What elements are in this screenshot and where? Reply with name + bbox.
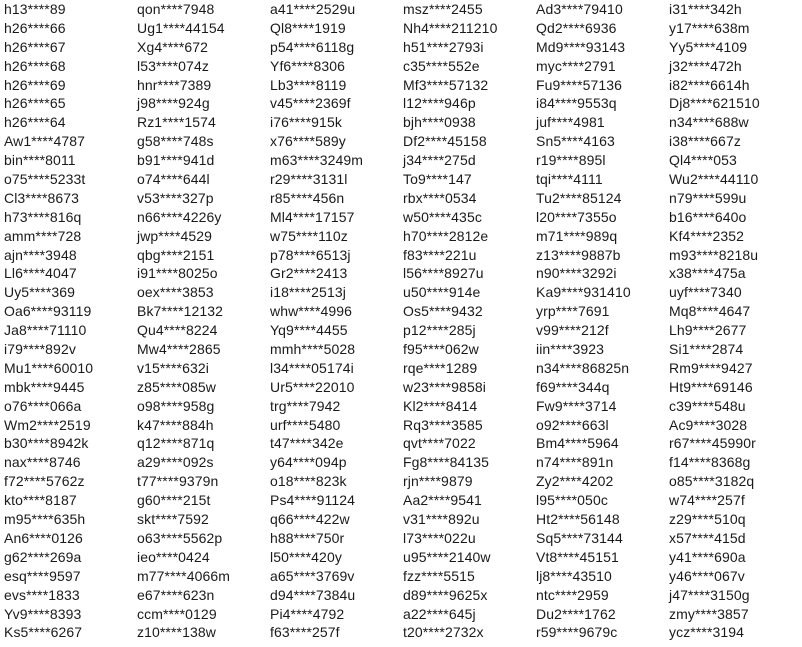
masked-id-entry: ajn****3948 [4,246,77,263]
masked-id-entry: w50****435c [403,208,482,225]
masked-id-entry: t47****342e [270,435,344,452]
masked-id-entry: w23****9858i [403,378,486,395]
masked-id-entry: Gr2****2413 [270,265,348,282]
masked-id-entry: e67****623n [137,586,215,603]
masked-id-entry: d89****9625x [403,586,488,603]
masked-id-entry: o98****958g [137,397,215,414]
masked-id-entry: h26****66 [4,19,66,36]
masked-id-entry: n34****86825n [536,359,630,376]
masked-id-entry: Sn5****4163 [536,133,615,150]
masked-id-entry: Sq5****73144 [536,529,623,546]
masked-id-entry: b91****941d [137,152,215,169]
masked-id-entry: esq****9597 [4,567,81,584]
masked-id-entry: i18****2513j [270,284,346,301]
masked-id-entry: h26****67 [4,38,66,55]
masked-id-entry: Mf3****57132 [403,76,489,93]
masked-id-entry: Si1****2874 [669,341,744,358]
masked-id-entry: Ur5****22010 [270,378,355,395]
masked-id-entry: Lh9****2677 [669,322,747,339]
masked-id-entry: u95****2140w [403,548,491,565]
masked-id-entry: v31****892u [403,511,480,528]
masked-id-entry: l56****8927u [403,265,484,282]
masked-id-entry: v45****2369f [270,95,351,112]
masked-id-entry: i31****342h [669,1,742,17]
masked-id-entry: t77****9379n [137,473,219,490]
masked-id-entry: p12****285j [403,322,476,339]
masked-id-entry: Df2****45158 [403,133,487,150]
masked-id-entry: h26****64 [4,114,66,131]
masked-id-entry: yrp****7691 [536,303,610,320]
masked-id-entry: Lb3****8119 [270,76,347,93]
masked-id-entry: Mu1****60010 [4,359,94,376]
masked-id-entry: g60****215t [137,492,211,509]
masked-id-entry: qon****7948 [137,1,215,17]
masked-id-entry: Ad3****79410 [536,1,623,17]
id-column [4,0,93,642]
masked-id-entry: o92****663l [536,416,609,433]
masked-id-entry: Fg8****84135 [403,454,490,471]
masked-id-entry: Ac9****3028 [669,416,748,433]
masked-id-entry: rqe****1289 [403,359,478,376]
masked-id-entry: z85****085w [137,378,216,395]
masked-id-entry: Du2****1762 [536,605,616,622]
masked-id-entry: x76****589y [270,133,346,150]
masked-id-entry: m95****635h [4,511,86,528]
masked-id-entry: Qu4****8224 [137,322,218,339]
masked-id-entry: w75****110z [270,227,348,244]
masked-id-entry: i82****6614h [669,76,750,93]
masked-id-entry: g62****269a [4,548,82,565]
masked-id-entry: a22****645j [403,605,476,622]
masked-id-entry: h26****69 [4,76,66,93]
masked-id-entry: c35****552e [403,57,480,74]
masked-id-entry: h88****750r [270,529,345,546]
masked-id-entry: Fu9****57136 [536,76,623,93]
masked-id-entry: myc****2791 [536,57,616,74]
masked-id-entry: Ll6****4047 [4,265,77,282]
masked-id-entry: Aa2****9541 [403,492,482,509]
masked-id-entry: l34****05174i [270,359,354,376]
masked-id-entry: amm****728 [4,227,82,244]
masked-id-entry: Dj8****621510 [669,95,760,112]
masked-id-entry: An6****0126 [4,529,83,546]
masked-id-entry: h26****68 [4,57,66,74]
masked-id-entry: Qd2****6936 [536,19,617,36]
masked-id-entry: oex****3853 [137,284,214,301]
masked-id-entry: n90****3292i [536,265,617,282]
masked-id-entry: kto****8187 [4,492,77,509]
masked-id-entry: r59****9679c [536,624,618,641]
masked-id-entry: j34****275d [403,152,476,169]
masked-id-entry: h13****89 [4,1,66,17]
masked-id-entry: m63****3249m [270,152,364,169]
masked-id-entry: Tu2****85124 [536,189,622,206]
masked-id-entry: l50****420y [270,548,342,565]
masked-id-entry: y17****638m [669,19,750,36]
masked-id-entry: f63****257f [270,624,340,641]
masked-id-entry: Cl3****8673 [4,189,80,206]
masked-id-entry: a41****2529u [270,1,356,17]
masked-id-entry: Zy2****4202 [536,473,614,490]
masked-id-entry: hnr****7389 [137,76,212,93]
masked-id-entry: ntc****2959 [536,586,609,603]
masked-id-entry: Ql4****053 [669,152,737,169]
masked-id-entry: m77****4066m [137,567,231,584]
masked-id-entry: b16****640o [669,208,747,225]
masked-id-entry: v99****212f [536,322,609,339]
id-column [137,0,230,642]
masked-id-entry: Uy5****369 [4,284,76,301]
masked-id-entry: Kf4****2352 [669,227,745,244]
masked-id-entry: qbg****2151 [137,246,215,263]
masked-id-entry: Bk7****12132 [137,303,224,320]
masked-id-entry: whw****4996 [270,303,353,320]
masked-id-entry: v53****327p [137,189,214,206]
masked-id-entry: i91****8025o [137,265,218,282]
masked-id-entry: iin****3923 [536,341,605,358]
id-column [669,0,760,642]
masked-id-entry: y41****690a [669,548,746,565]
id-column [536,0,631,642]
masked-id-entry: trg****7942 [270,397,341,414]
masked-id-entry: n34****688w [669,114,749,131]
masked-id-entry: Ht2****56148 [536,511,620,528]
masked-id-entry: evs****1833 [4,586,80,603]
masked-id-entry: Ht9****69146 [669,378,753,395]
masked-id-entry: x57****415d [669,529,746,546]
masked-id-entry: mmh****5028 [270,341,356,358]
masked-id-entry: r85****456n [270,189,345,206]
masked-id-entry: n66****4226y [137,208,222,225]
masked-id-entry: d94****7384u [270,586,356,603]
masked-id-entry: ieo****0424 [137,548,210,565]
masked-id-entry: a65****3769v [270,567,355,584]
masked-id-entry: z10****138w [137,624,216,641]
masked-id-entry: x38****475a [669,265,746,282]
masked-id-entry: Os5****9432 [403,303,483,320]
masked-id-entry: l95****050c [536,492,608,509]
masked-id-entry: n79****599u [669,189,747,206]
masked-id-entry: Wu2****44110 [669,171,759,188]
masked-id-entry: h51****2793i [403,38,484,55]
masked-id-entry: Oa6****93119 [4,303,92,320]
masked-id-entry: q66****422w [270,511,350,528]
masked-id-entry: m71****989q [536,227,618,244]
masked-id-entry: Mq8****4647 [669,303,751,320]
masked-id-entry: Pi4****4792 [270,605,345,622]
masked-id-entry: zmy****3857 [669,605,749,622]
masked-id-entry: i76****915k [270,114,342,131]
masked-id-entry: r67****45990r [669,435,756,452]
masked-id-entry: i84****9553q [536,95,617,112]
masked-id-entry: Wm2****2519 [4,416,91,433]
masked-id-entry: f95****062w [403,341,479,358]
masked-id-entry: Yf6****8306 [270,57,346,74]
masked-id-entry: f14****8368g [669,454,751,471]
masked-id-entry: Rz1****1574 [137,114,216,131]
masked-id-entry: r19****895l [536,152,606,169]
masked-id-entry: g58****748s [137,133,214,150]
masked-id-entry: o63****5562p [137,529,223,546]
masked-id-entry: z13****9887b [536,246,621,263]
masked-id-entry: juf****4981 [536,114,605,131]
masked-id-entry: i38****667z [669,133,741,150]
masked-id-entry: Ml4****17157 [270,208,355,225]
masked-id-entry: Mw4****2865 [137,341,221,358]
masked-id-entry: nax****8746 [4,454,81,471]
masked-id-entry: tqi****4111 [536,171,603,188]
masked-id-entry: Ja8****71110 [4,322,87,339]
masked-id-entry: q12****871q [137,435,215,452]
masked-id-entry: p78****6513j [270,246,351,263]
masked-id-entry: urf****5480 [270,416,341,433]
masked-id-entry: l73****022u [403,529,476,546]
masked-id-entry: fzz****5515 [403,567,475,584]
masked-id-entry: f69****344q [536,378,610,395]
masked-id-entry: Ka9****931410 [536,284,631,301]
masked-id-entry: rbx****0534 [403,189,477,206]
masked-id-entry: lj8****43510 [536,567,612,584]
masked-id-entry: o75****5233t [4,171,86,188]
masked-id-entry: t20****2732x [403,624,484,641]
masked-id-entry: Yv9****8393 [4,605,82,622]
id-column [403,0,497,642]
masked-id-entry: j47****3150g [669,586,750,603]
masked-id-entry: f83****221u [403,246,477,263]
masked-id-entry: Rm9****9427 [669,359,753,376]
masked-id-entry: ccm****0129 [137,605,217,622]
masked-id-entry: o76****066a [4,397,82,414]
masked-id-entry: o18****823k [270,473,347,490]
masked-id-entry: p54****6118g [270,38,355,55]
masked-id-entry: Ql8****1919 [270,19,346,36]
masked-id-entry: l20****7355o [536,208,617,225]
masked-id-entry: j98****924g [137,95,210,112]
masked-id-entry: Yy5****4109 [669,38,748,55]
masked-id-entry: i79****892v [4,341,76,358]
masked-id-entry: Fw9****3714 [536,397,617,414]
masked-id-entry: Ps4****91124 [270,492,356,509]
masked-id-entry: z29****510q [669,511,746,528]
masked-id-entry: h73****816q [4,208,82,225]
masked-id-entry: Bm4****5964 [536,435,619,452]
masked-id-entry: l53****074z [137,57,209,74]
masked-id-entry: Ks5****6267 [4,624,83,641]
masked-id-entry: Nh4****211210 [403,19,498,36]
masked-id-entry: skt****7592 [137,511,209,528]
masked-id-entry: Aw1****4787 [4,133,86,150]
masked-id-entry: Md9****93143 [536,38,626,55]
masked-id-entry: k47****884h [137,416,214,433]
masked-id-entry: l12****946p [403,95,476,112]
masked-id-entry: o74****644l [137,171,210,188]
masked-id-entry: Yq9****4455 [270,322,348,339]
masked-id-entry: ycz****3194 [669,624,745,641]
masked-id-entry: Kl2****8414 [403,397,478,414]
masked-id-entry: o85****3182q [669,473,755,490]
masked-id-entry: j32****472h [669,57,742,74]
masked-id-entry: Ug1****44154 [137,19,225,36]
masked-id-entry: uyf****7340 [669,284,742,301]
masked-id-entry: y46****067v [669,567,745,584]
masked-id-entry: rjn****9879 [403,473,473,490]
masked-id-entry: y64****094p [270,454,347,471]
masked-id-entry: f72****5762z [4,473,85,490]
masked-id-entry: m93****8218u [669,246,759,263]
masked-id-entry: msz****2455 [403,1,483,17]
masked-id-entry: Rq3****3585 [403,416,483,433]
masked-id-entry: r29****3131l [270,171,348,188]
masked-id-entry: bin****8011 [4,152,76,169]
masked-id-entry: h70****2812e [403,227,489,244]
masked-id-entry: n74****891n [536,454,614,471]
masked-id-entry: To9****147 [403,171,472,188]
masked-id-entry: a29****092s [137,454,214,471]
masked-id-entry: Vt8****45151 [536,548,619,565]
masked-id-entry: jwp****4529 [137,227,213,244]
masked-id-entry: Xg4****672 [137,38,209,55]
masked-id-entry: u50****914e [403,284,481,301]
masked-id-entry: h26****65 [4,95,66,112]
masked-id-entry: c39****548u [669,397,746,414]
masked-id-entry: v15****632i [137,359,209,376]
masked-id-entry: bjh****0938 [403,114,476,131]
masked-id-entry: mbk****9445 [4,378,85,395]
masked-id-entry: b30****8942k [4,435,89,452]
id-column [270,0,363,642]
masked-id-entry: w74****257f [669,492,745,509]
masked-id-entry: qvt****7022 [403,435,476,452]
